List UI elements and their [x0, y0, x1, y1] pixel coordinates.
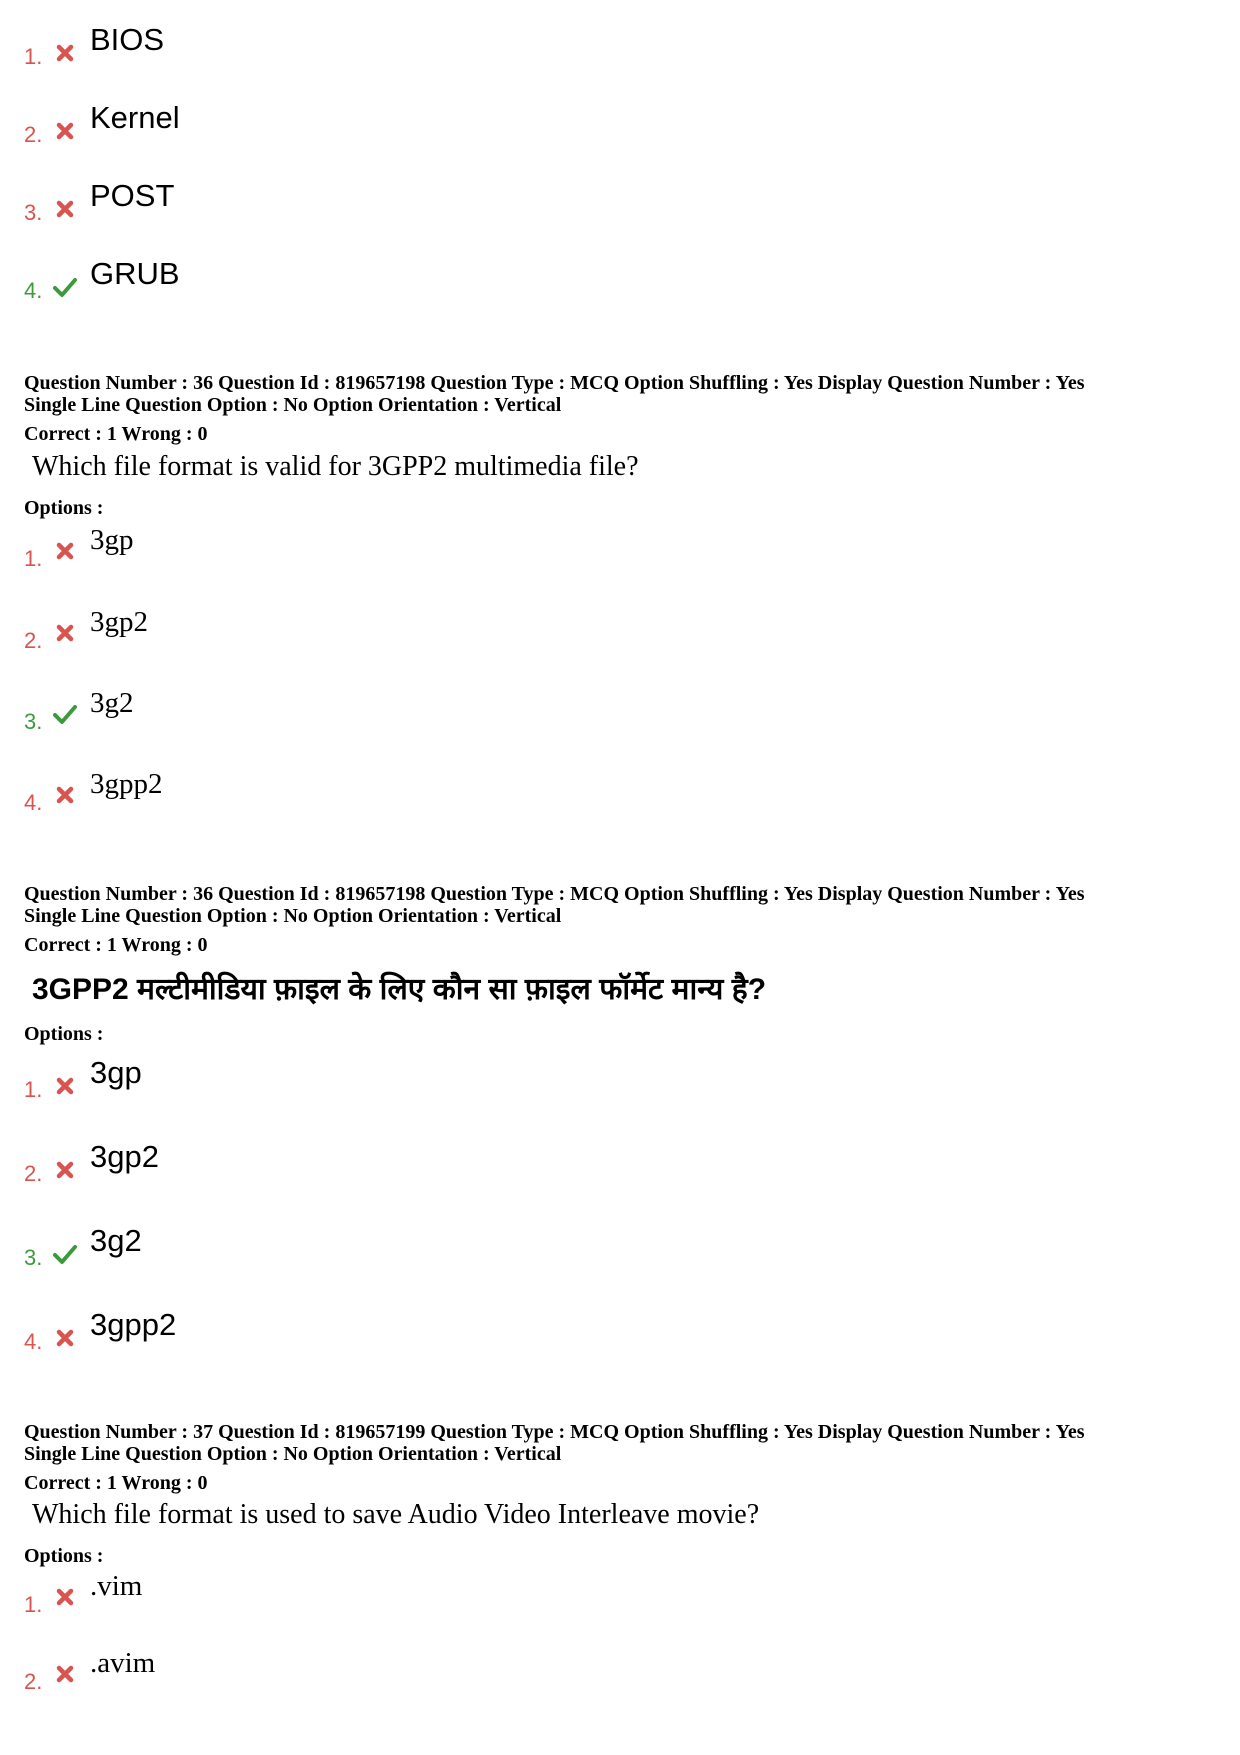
option-number: 2. — [24, 1669, 43, 1694]
option-number: 4. — [24, 278, 43, 303]
cross-icon — [52, 1157, 78, 1183]
option-text: .vim — [90, 1570, 143, 1602]
option-number: 1. — [24, 546, 43, 571]
meta-line-2: Single Line Question Option : No Option Orientation : Vertical — [24, 905, 562, 927]
question-text: Which file format is valid for 3GPP2 multimedia file? — [32, 451, 639, 482]
score-line: Correct : 1 Wrong : 0 — [24, 1472, 208, 1494]
question-meta — [24, 372, 1084, 416]
meta-line-2: Single Line Question Option : No Option Orientation : Vertical — [24, 394, 562, 416]
meta-line-1: Question Number : 36 Question Id : 819657198 Question Type : MCQ Option Shuffling : Yes Display Question Number : Yes — [24, 372, 1085, 394]
cross-icon — [52, 1325, 78, 1351]
option-item — [0, 1139, 900, 1199]
cross-icon — [52, 196, 78, 222]
option-text: 3gp2 — [90, 1139, 159, 1174]
cross-icon — [52, 1584, 78, 1610]
option-number: 2. — [24, 1161, 43, 1186]
option-number: 1. — [24, 1592, 43, 1617]
question-text: 3GPP2 मल्टीमीडिया फ़ाइल के लिए कौन सा फ़ाइल फॉर्मेट मान्य है? — [32, 973, 767, 1006]
cross-icon — [52, 118, 78, 144]
meta-line-2: Single Line Question Option : No Option Orientation : Vertical — [24, 1443, 562, 1465]
option-number: 2. — [24, 122, 43, 147]
option-number: 2. — [24, 628, 43, 653]
option-item — [0, 1570, 900, 1630]
option-text: BIOS — [90, 22, 165, 57]
option-text: 3gp — [90, 524, 134, 556]
option-text: 3g2 — [90, 1223, 142, 1258]
meta-line-1: Question Number : 37 Question Id : 819657199 Question Type : MCQ Option Shuffling : Yes Display Question Number : Yes — [24, 1421, 1085, 1443]
option-number: 1. — [24, 44, 43, 69]
cross-icon — [52, 40, 78, 66]
option-number: 3. — [24, 1245, 43, 1270]
check-icon — [52, 1241, 78, 1267]
options-label: Options : — [24, 1023, 104, 1045]
option-item — [0, 606, 900, 666]
option-number: 3. — [24, 709, 43, 734]
option-text: 3g2 — [90, 687, 134, 719]
option-item — [0, 178, 900, 238]
option-number: 4. — [24, 790, 43, 815]
cross-icon — [52, 782, 78, 808]
option-item — [0, 100, 900, 160]
option-item — [0, 1647, 900, 1707]
option-text: 3gpp2 — [90, 768, 163, 800]
score-line: Correct : 1 Wrong : 0 — [24, 934, 208, 956]
option-item — [0, 524, 900, 584]
cross-icon — [52, 538, 78, 564]
option-item — [0, 256, 900, 316]
option-text: 3gp2 — [90, 606, 148, 638]
option-text: 3gpp2 — [90, 1307, 177, 1342]
question-meta — [24, 883, 1084, 927]
score-line: Correct : 1 Wrong : 0 — [24, 423, 208, 445]
option-text: 3gp — [90, 1055, 142, 1090]
option-number: 4. — [24, 1329, 43, 1354]
option-item — [0, 1307, 900, 1367]
options-label: Options : — [24, 497, 104, 519]
check-icon — [52, 701, 78, 727]
option-item — [0, 768, 900, 828]
option-item — [0, 687, 900, 747]
option-number: 3. — [24, 200, 43, 225]
cross-icon — [52, 1661, 78, 1687]
cross-icon — [52, 620, 78, 646]
check-icon — [52, 274, 78, 300]
question-meta — [24, 1421, 1084, 1465]
option-text: Kernel — [90, 100, 180, 135]
option-item — [0, 22, 900, 82]
question-text: Which file format is used to save Audio Video Interleave movie? — [32, 1499, 760, 1530]
option-item — [0, 1223, 900, 1283]
option-number: 1. — [24, 1077, 43, 1102]
option-text: .avim — [90, 1647, 156, 1679]
option-text: POST — [90, 178, 175, 213]
option-text: GRUB — [90, 256, 180, 291]
options-label: Options : — [24, 1545, 104, 1567]
option-item — [0, 1055, 900, 1115]
cross-icon — [52, 1073, 78, 1099]
meta-line-1: Question Number : 36 Question Id : 819657198 Question Type : MCQ Option Shuffling : Yes Display Question Number : Yes — [24, 883, 1085, 905]
